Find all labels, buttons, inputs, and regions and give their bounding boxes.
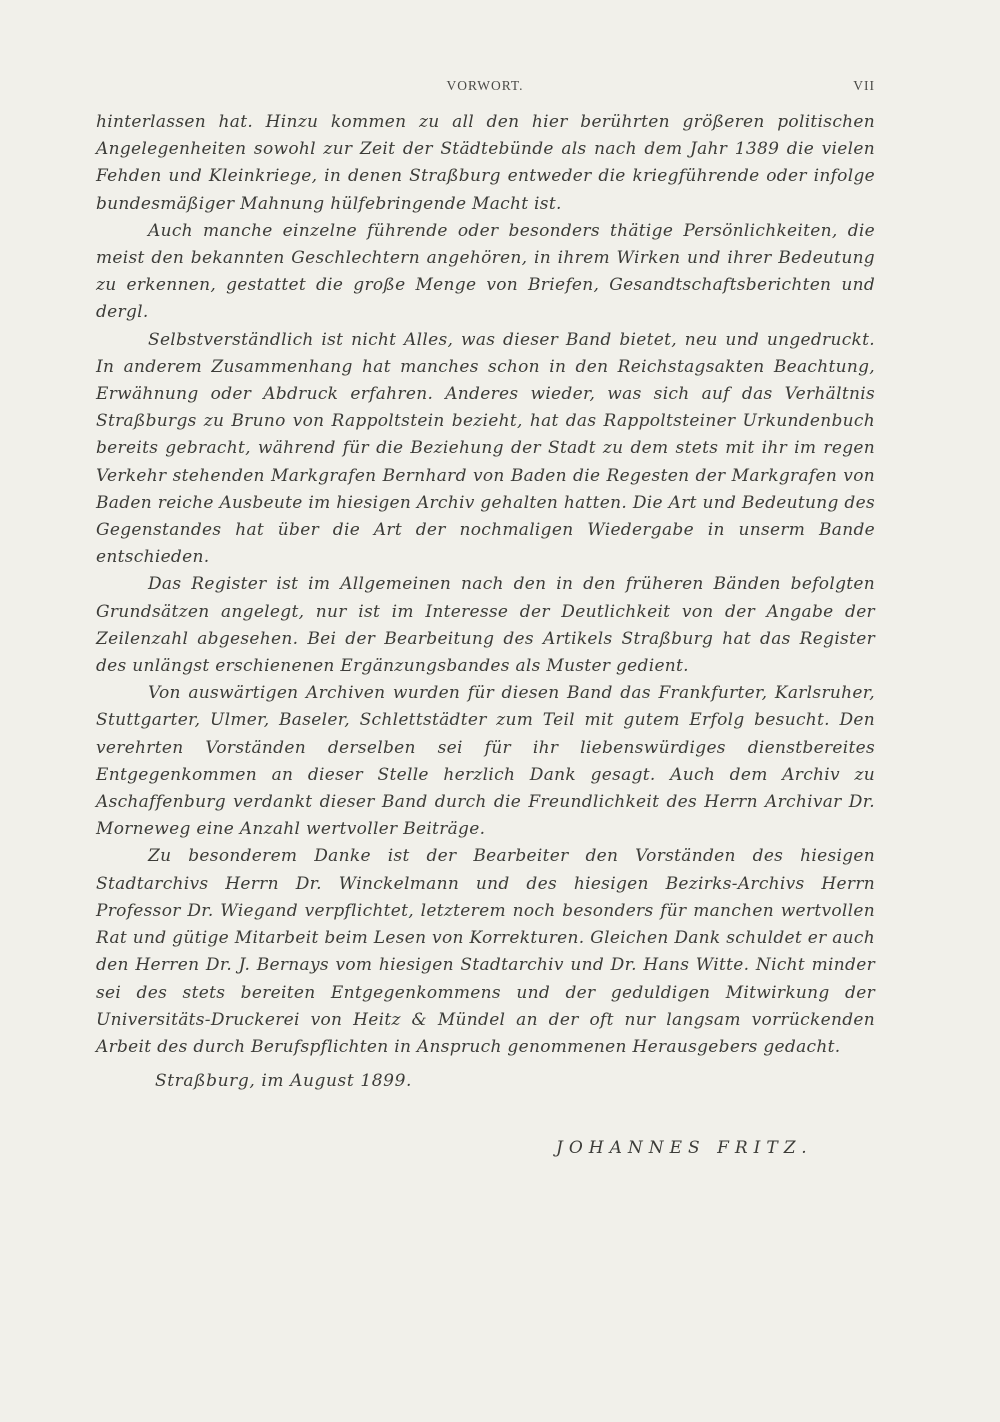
running-title: VORWORT. (446, 78, 524, 93)
place-date: Straßburg, im August 1899. (155, 1071, 412, 1091)
paragraph-sources: Selbstverständlich ist nicht Alles, was dieser Band bietet, neu und ungedruckt. In anderem Zusammenhang hat manches schon in den Reichstagsakten Beachtung, Erwähnung oder Abdruck erfahren. Anderes wieder, was sich auf das Verhältnis Straßburgs zu Bruno von Rappoltstein bezieht, hat das Rappoltsteiner Urkundenbuch bereits gebracht, während für die Beziehung der Stadt zu dem stets mit ihr im regen Verkehr stehenden Markgrafen Bernhard von Baden die Regesten der Markgrafen von Baden reiche Ausbeute im hiesigen Archiv gehalten hatten. Die Art und Bedeutung des Gegenstandes hat über die Art der nochmaligen Wiedergabe in unserm Bande entschieden. (96, 329, 875, 568)
preface-body (96, 109, 875, 1061)
page-number: VII (853, 78, 875, 93)
running-head (95, 78, 875, 98)
paragraph-continuation: hinterlassen hat. Hinzu kommen zu all den hier berührten größeren politischen Angelegenheiten sowohl zur Zeit der Städtebünde als nach dem Jahr 1389 die vielen Fehden und Kleinkriege, in denen Straßburg entweder die kriegführende oder infolge bundesmäßiger Mahnung hülfebringende Macht ist. (96, 112, 875, 214)
paragraph-personalities: Auch manche einzelne führende oder besonders thätige Persönlichkeiten, die meist den bekannten Geschlechtern angehören, in ihrem Wirken und ihrer Bedeutung zu erkennen, gestattet die große Menge von Briefen, Gesandtschaftsberichten und dergl. (96, 220, 875, 323)
paragraph-register: Das Register ist im Allgemeinen nach den in den früheren Bänden befolgten Grundsätzen angelegt, nur ist im Interesse der Deutlichkeit von der Angabe der Zeilenzahl abgesehen. Bei der Bearbeitung des Artikels Straßburg hat das Register des unlängst erschienenen Ergänzungsbandes als Muster gedient. (96, 574, 875, 677)
paragraph-acknowledgements: Zu besonderem Danke ist der Bearbeiter den Vorständen des hiesigen Stadtarchivs Herrn Dr. Winckelmann und des hiesigen Bezirks-Archivs Herrn Professor Dr. Wiegand verpflichtet, letzterem noch besonders für manchen wertvollen Rat und gütige Mitarbeit beim Lesen von Korrekturen. Gleichen Dank schuldet er auch den Herren Dr. J. Bernays vom hiesigen Stadtarchiv und Dr. Hans Witte. Nicht minder sei des stets bereiten Entgegenkommens und der geduldigen Mitwirkung der Universitäts-Druckerei von Heitz & Mündel an der oft nur langsam vorrückenden Arbeit des durch Berufspflichten in Anspruch genommenen Herausgebers gedacht. (96, 846, 875, 1057)
paragraph-archives: Von auswärtigen Archiven wurden für diesen Band das Frankfurter, Karlsruher, Stuttgarter, Ulmer, Baseler, Schlettstädter zum Teil mit gutem Erfolg besucht. Den verehrten Vorständen derselben sei für ihr liebenswürdiges dienstbereites Entgegenkommen an dieser Stelle herzlich Dank gesagt. Auch dem Archiv zu Aschaffenburg verdankt dieser Band durch die Freundlichkeit des Herrn Archivar Dr. Morneweg eine Anzahl wertvoller Beiträge. (96, 683, 875, 840)
author-signature: JOHANNES FRITZ. (556, 1138, 813, 1158)
